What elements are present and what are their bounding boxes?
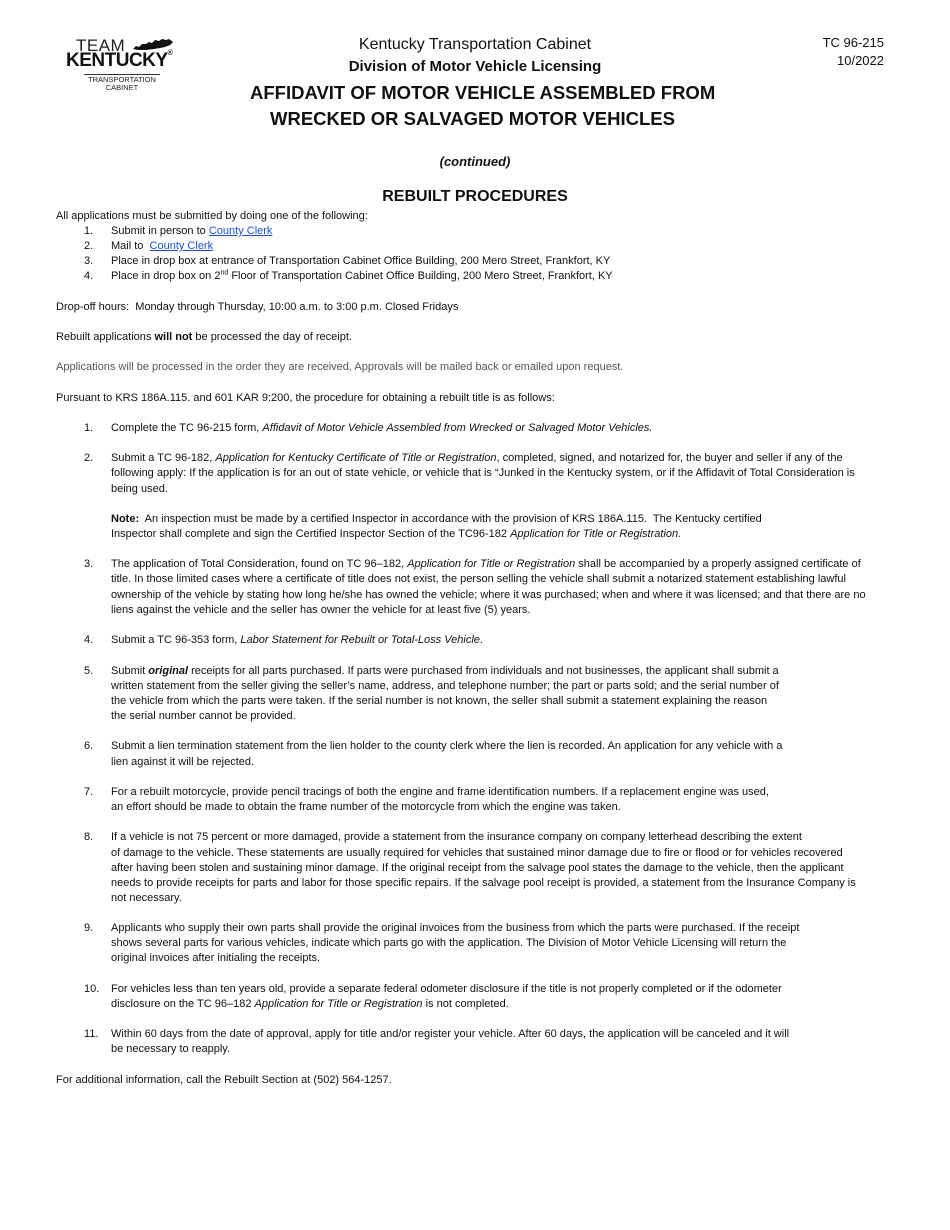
step-10-line: For vehicles less than ten years old, provide a separate federal odometer disclosure if the title is not properly completed or if the odometer [111, 983, 782, 995]
logo-kentucky-text: KENTUCKY® [66, 50, 173, 71]
step-5-line: the vehicle from which the parts were taken. If the serial number is not known, the seller shall submit a statement explaining the reason [111, 695, 768, 707]
step-9-line: original invoices after initialing the receipts. [111, 952, 321, 964]
rebuilt-note: Rebuilt applications will not be processed the day of receipt. [56, 331, 352, 343]
submission-item-number: 2. [84, 240, 94, 252]
step-9-line: shows several parts for various vehicles, indicate which parts go with the application. The Division of Motor Vehicle Licensing will return the [111, 937, 787, 949]
step-2-line: being used. [111, 483, 168, 495]
document-title-line2: WRECKED OR SALVAGED MOTOR VEHICLES [270, 108, 675, 129]
step-number: 4. [84, 634, 94, 646]
step-1: Complete the TC 96-215 form, Affidavit of Motor Vehicle Assembled from Wrecked or Salvaged Motor Vehicles. [111, 422, 653, 434]
step-number: 7. [84, 786, 94, 798]
step-4: Submit a TC 96-353 form, Labor Statement for Rebuilt or Total-Loss Vehicle. [111, 634, 483, 646]
step-number: 3. [84, 558, 94, 570]
submission-item-1: Submit in person to County Clerk [111, 225, 273, 237]
step-number: 5. [84, 665, 94, 677]
step-number: 10. [84, 983, 100, 995]
form-number: TC 96-215 [822, 35, 884, 50]
step-6-line: Submit a lien termination statement from the lien holder to the county clerk where the lien is recorded. An application for any vehicle with a [111, 740, 783, 752]
step-8-line: of damage to the vehicle. These statements are usually required for vehicles that sustained minor damage due to fire or flood or for vehicles recovered [111, 847, 843, 859]
submission-item-number: 3. [84, 255, 94, 267]
step-number: 9. [84, 922, 94, 934]
step-7-line: an effort should be made to obtain the frame number of the motorcycle from which the engine was taken. [111, 801, 621, 813]
logo-cabinet-text: TRANSPORTATION CABINET [88, 75, 156, 92]
agency-name: Kentucky Transportation Cabinet [358, 36, 592, 53]
footer-contact: For additional information, call the Rebuilt Section at (502) 564-1257. [56, 1074, 392, 1086]
step-number: 11. [84, 1028, 99, 1040]
step-5-line: Submit original receipts for all parts purchased. If parts were purchased from individuals and not businesses, the applicant shall submit a [111, 665, 779, 677]
dropoff-hours: Drop-off hours: Monday through Thursday, 10:00 a.m. to 3:00 p.m. Closed Fridays [56, 301, 459, 313]
step-10-line: disclosure on the TC 96–182 Application for Title or Registration is not completed. [111, 998, 509, 1010]
step-3-line: ownership of the vehicle by stating how long he/she has owned the vehicle; where it was purchased; when and where it was licensed; and that there are no [111, 589, 866, 601]
county-clerk-link[interactable]: County Clerk [149, 240, 214, 252]
step-5-line: the serial number cannot be provided. [111, 710, 296, 722]
submission-item-4: Place in drop box on 2nd Floor of Transportation Cabinet Office Building, 200 Mero Street, Frankfort, KY [111, 269, 613, 282]
step-8-line: after having been stolen and sustaining minor damage. If the original receipt from the salvage pool states the damage to the vehicle, then the applicant [111, 862, 844, 874]
step-number: 8. [84, 831, 94, 843]
submission-intro: All applications must be submitted by doing one of the following: [56, 210, 368, 222]
step-3-line: liens against the vehicle and the seller has owner the vehicle for at least five (5) years. [111, 604, 531, 616]
step-11-line: be necessary to reapply. [111, 1043, 231, 1055]
step-number: 1. [84, 422, 94, 434]
step-6-line: lien against it will be rejected. [111, 756, 255, 768]
submission-item-number: 1. [84, 225, 94, 237]
submission-item-number: 4. [84, 270, 94, 282]
step-9-line: Applicants who supply their own parts shall provide the original invoices from the business from which the parts were purchased. If the receipt [111, 922, 800, 934]
county-clerk-link[interactable]: County Clerk [208, 225, 273, 237]
section-title: REBUILT PROCEDURES [382, 188, 568, 205]
step-8-line: needs to provide receipts for parts and labor for those specific repairs. If the salvage pool receipt is provided, a statement from the Insurance Company is [111, 877, 856, 889]
continued-label: (continued) [439, 154, 511, 169]
step-7-line: For a rebuilt motorcycle, provide pencil tracings of both the engine and frame identification numbers. If a replacement engine was used, [111, 786, 769, 798]
step-2-note: Note: An inspection must be made by a certified Inspector in accordance with the provision of KRS 186A.115. The Kentucky certified [111, 513, 762, 525]
step-3-line: title. In those limited cases where a certificate of title does not exist, the person selling the vehicle shall submit a notarized statement establishing lawful [111, 573, 846, 585]
pursuant-statement: Pursuant to KRS 186A.115. and 601 KAR 9:200, the procedure for obtaining a rebuilt title is as follows: [56, 392, 555, 404]
step-2-line: Submit a TC 96-182, Application for Kentucky Certificate of Title or Registration, completed, signed, and notarized for, the buyer and seller if any of the [111, 452, 843, 464]
document-title-line1: AFFIDAVIT OF MOTOR VEHICLE ASSEMBLED FROM [250, 82, 716, 103]
step-8-line: not necessary. [111, 892, 182, 904]
submission-item-2: Mail to County Clerk [111, 240, 214, 252]
step-5-line: written statement from the seller giving the seller’s name, address, and telephone number; the part or parts sold; and the serial number of [111, 680, 779, 692]
division-name: Division of Motor Vehicle Licensing [348, 58, 602, 75]
step-number: 6. [84, 740, 94, 752]
form-date: 10/2022 [837, 53, 884, 68]
step-3-line: The application of Total Consideration, found on TC 96–182, Application for Title or Registration shall be accompanied by a properly assigned certificate of [111, 558, 861, 570]
step-2-line: following apply: If the application is for an out of state vehicle, or vehicle that is “Junked in the Kentucky system, or if the Affidavit of Total Consideration is [111, 467, 855, 479]
step-11-line: Within 60 days from the date of approval, apply for title and/or register your vehicle. After 60 days, the application will be canceled and it will [111, 1028, 790, 1040]
step-2-note-line: Inspector shall complete and sign the Certified Inspector Section of the TC96-182 Application for Title or Registration. [111, 528, 682, 540]
logo-team-text: TEAM [76, 36, 126, 55]
step-number: 2. [84, 452, 94, 464]
submission-item-3: Place in drop box at entrance of Transportation Cabinet Office Building, 200 Mero Street, Frankfort, KY [111, 255, 611, 267]
processing-note: Applications will be processed in the order they are received. Approvals will be mailed back or emailed upon request. [56, 361, 624, 373]
step-8-line: If a vehicle is not 75 percent or more damaged, provide a statement from the insurance company on company letterhead describing the extent [111, 831, 802, 843]
